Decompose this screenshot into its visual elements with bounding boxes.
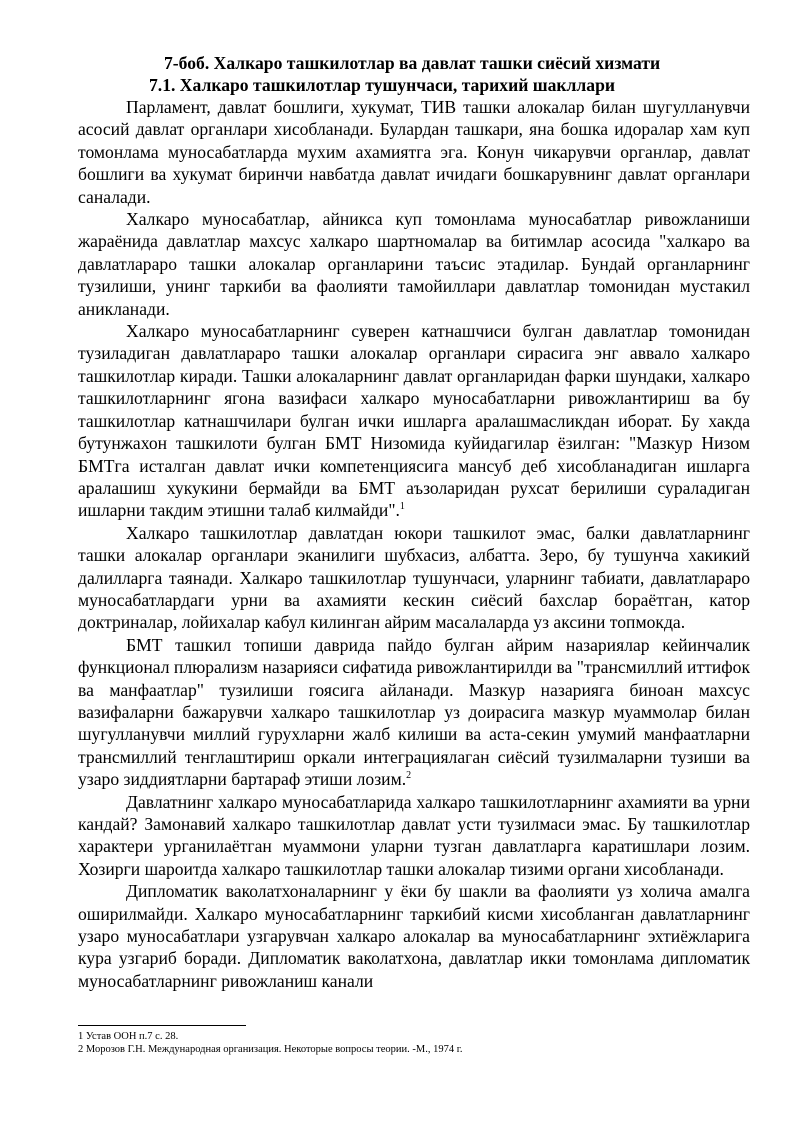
paragraph-5 [78, 634, 750, 791]
paragraph-7-text: Дипломатик ваколатхоналарнинг у ёки бу шакли ва фаолияти уз холича амалга оширилмайди. Халкаро муносабатларнинг таркибий кисми хисобланган давлатларнинг узаро муносабатлари узгарувчан халкаро алокалар ва муносабатларнинг эхтиёжларига кура узгариб боради. Дипломатик ваколатхона, давлатлар икки томонлама дипломатик муносабатларнинг ривожланиш канали [78, 881, 750, 991]
paragraph-1-text: Парламент, давлат бошлиги, хукумат, ТИВ ташки алокалар билан шугулланувчи асосий давлат органлари хисобланади. Булардан ташкари, яна бошка идоралар хам куп томонлама муносабатларда мухим ахамиятга эга. Конун чикарувчи органлар, давлат бошлиги ва хукумат биринчи навбатда давлат ичидаги бошкарувнинг давлат органлари саналади. [78, 97, 750, 207]
paragraph-5-text: БМТ ташкил топиши даврида пайдо булган айрим назариялар кейинчалик функционал плюрализм назарияси сифатида ривожлантирилди ва "трансмиллий иттифок ва манфаатлар" тузилиши гоясига айланади. Мазкур назарияга биноан махсус вазифаларни бажарувчи халкаро ташкилотлар уз доирасига мазкур муаммолар билан шугулланувчи миллий гурухларни жалб килиши ва аста-секин умумий манфаатларни трансмиллий тенглаштириш оркали интеграциялаган сиёсий тузилмаларни тузиши ва узаро зиддиятларни бартараф этиши лозим. [78, 634, 750, 790]
paragraph-1 [78, 96, 750, 208]
paragraph-6 [78, 791, 750, 881]
footnote-1: 1 Устав ООН п.7 с. 28. [78, 1031, 179, 1042]
paragraph-4 [78, 522, 750, 634]
paragraph-3 [78, 320, 750, 522]
paragraph-2 [78, 208, 750, 320]
section-title: 7.1. Халкаро ташкилотлар тушунчаси, тарихий шакллари [149, 75, 615, 95]
paragraph-6-text: Давлатнинг халкаро муносабатларида халкаро ташкилотларнинг ахамияти ва урни кандай? Замонавий халкаро ташкилотлар давлат усти тузилмаси эмас. Бу ташкилотлар характери урганилаётган муаммони уларни тузган давлатларга каратишлари лозим. Хозирги шароитда халкаро ташкилотлар ташки алокалар тизими органи хисобланади. [78, 791, 750, 879]
footnote-ref-2[interactable]: 2 [406, 770, 412, 782]
paragraph-7 [78, 880, 750, 992]
footnote-2: 2 Морозов Г.Н. Международная организация. Некоторые вопросы теории. -М., 1974 г. [78, 1044, 463, 1055]
document-page [78, 52, 750, 992]
paragraph-4-text: Халкаро ташкилотлар давлатдан юкори ташкилот эмас, балки давлатларнинг ташки алокалар органлари эканилиги шубхасиз, албатта. Зеро, бу тушунча хакикий далилларга таянади. Халкаро ташкилотлар тушунчаси, уларнинг табиати, давлатлараро муносабатлардаги урни ва ахамияти кескин сиёсий бахслар бораётган, катор доктриналар, лойихалар кабул килинган айрим масалаларда уз аксини топмокда. [78, 522, 750, 633]
chapter-title: 7-боб. Халкаро ташкилотлар ва давлат ташки сиёсий хизмати [164, 53, 661, 73]
footnote-ref-1[interactable]: 1 [399, 501, 405, 513]
footnotes [78, 1025, 750, 1056]
paragraph-2-text: Халкаро муносабатлар, айникса куп томонлама муносабатлар ривожланиши жараёнида давлатлар махсус халкаро шартномалар ва битимлар асосида "халкаро ва давлатлараро ташки алокалар органларини таъсис этадилар. Бундай органларнинг тузилиши, унинг таркиби ва фаолияти тамойиллари давлатлар томонидан мустакил аникланади. [78, 209, 750, 319]
footnote-divider [78, 1025, 246, 1026]
paragraph-3-text: Халкаро муносабатларнинг суверен катнашчиси булган давлатлар томонидан тузиладиган давлатлараро ташки алокалар органлари сирасига энг аввало халкаро ташкилотлар киради. Ташки алокаларнинг давлат органларидан фарки шундаки, халкаро ташкилотларнинг ягона вазифаси халкаро муносабатларни ривожлантириш ва бу ташкилотлар катнашчилари булган ички ишларга аралашмасликдан иборат. Бу хакда бутунжахон ташкилоти булган БМТ Низомида куйидагилар ёзилган: "Мазкур Низом БМТга исталган давлат ички компетенциясига мансуб деб хисобланадиган ишларга аралашиш хукукини бермайди ва БМТ аъзоларидан рухсат берилиши сураладиган ишларни такдим этишни талаб килмайди". [78, 321, 750, 521]
